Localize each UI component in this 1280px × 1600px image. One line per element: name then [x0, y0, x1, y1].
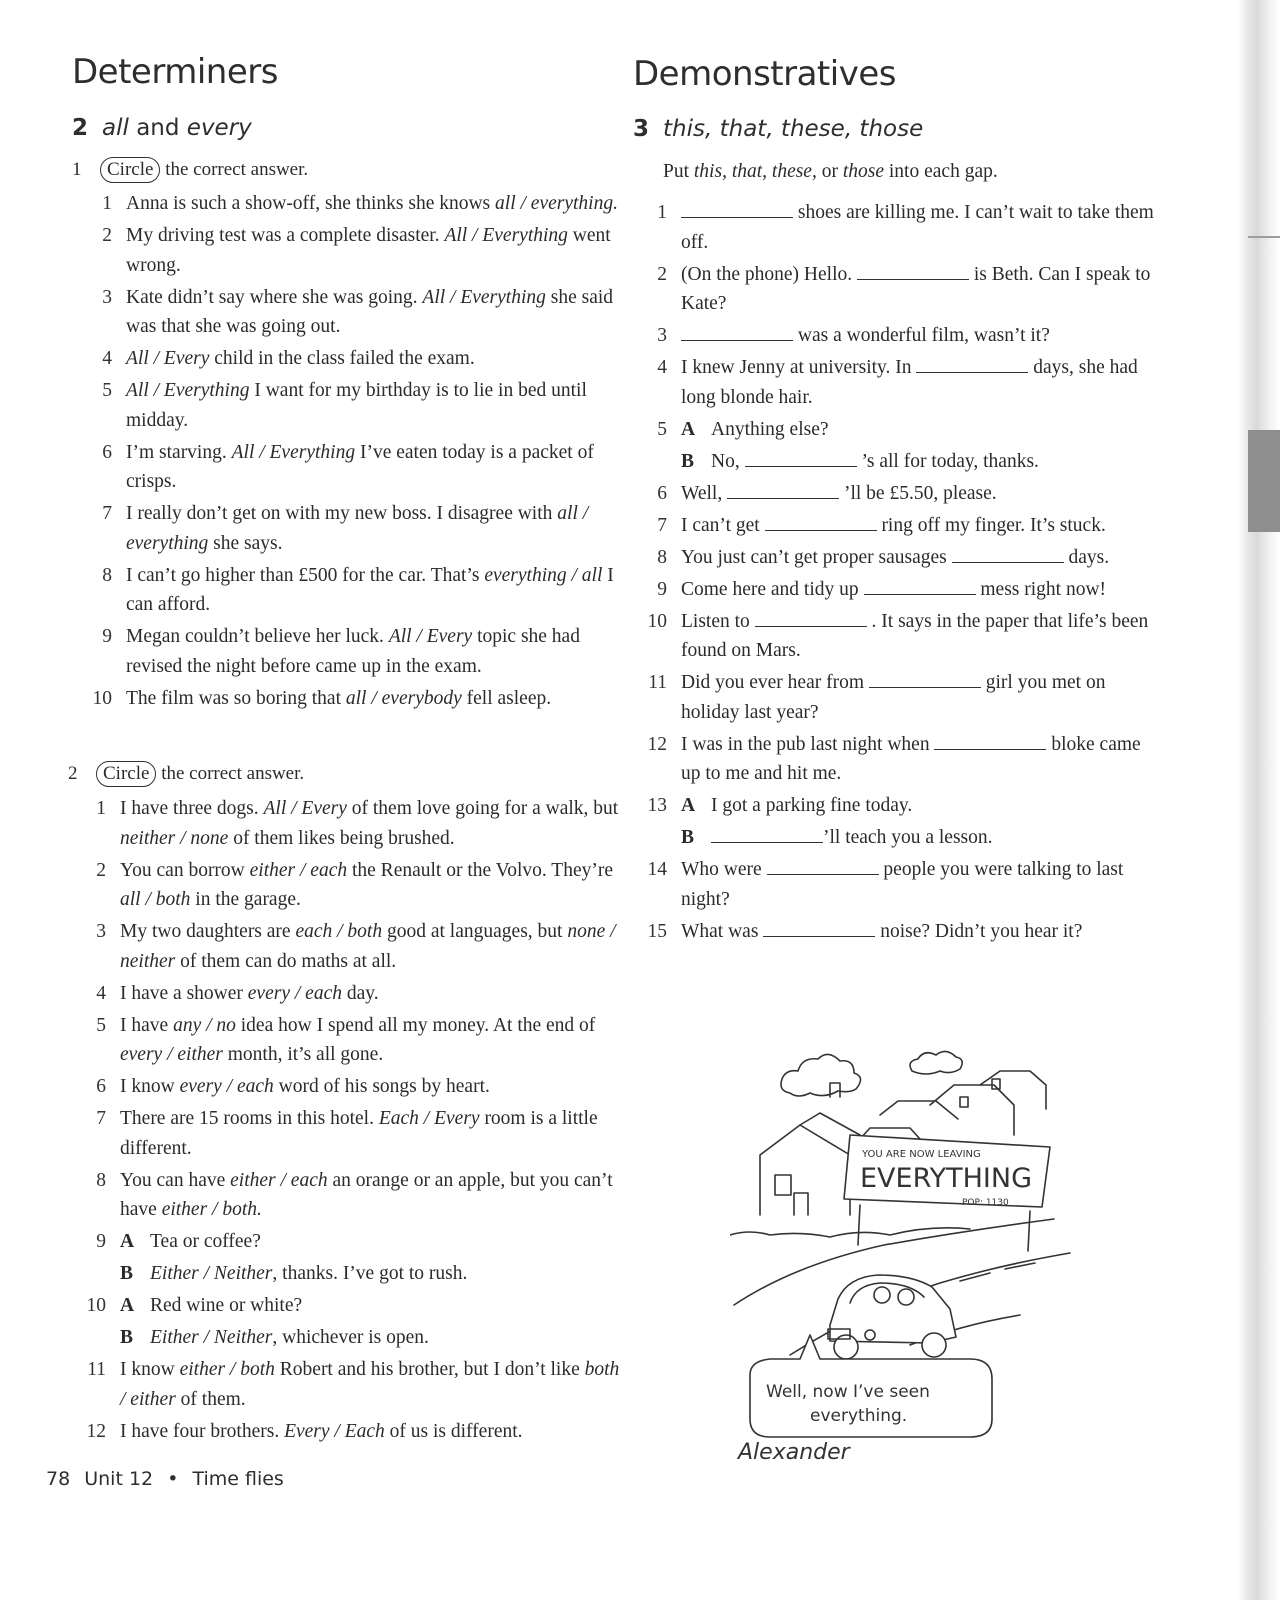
- demonstratives-item: [645, 198, 1165, 257]
- item-text: Megan couldn’t believe her luck. All / Every topic she had revised the night before came up in the exam.: [126, 626, 580, 677]
- page-binding-edge: [1238, 0, 1280, 1600]
- item-number: 12: [86, 1420, 106, 1442]
- sign-main-text: EVERYTHING: [860, 1163, 1032, 1194]
- speaker-label: B: [681, 450, 695, 472]
- item-number: 7: [657, 514, 667, 536]
- item-text: You can borrow either / each the Renault or the Volvo. They’re all / both in the garage.: [120, 859, 614, 910]
- item-text: Anna is such a show-off, she thinks she knows all / everything.: [126, 193, 618, 214]
- item-text: A I got a parking fine today.: [681, 791, 1165, 821]
- cloud-right: [910, 1051, 962, 1074]
- exercise-2-item: [84, 1227, 620, 1257]
- item-number: 15: [647, 920, 667, 942]
- section-and: and: [128, 115, 187, 141]
- speaker-label: A: [120, 1231, 135, 1252]
- item-number: 6: [102, 441, 112, 463]
- item-text: You just can’t get proper sausages days.: [681, 543, 1165, 573]
- edge-tab-marker: [1248, 430, 1280, 532]
- instruction-text: Put this, that, these, or those into each gap.: [663, 161, 998, 182]
- item-number: 2: [96, 859, 106, 881]
- speaker-label: B: [120, 1327, 134, 1348]
- page-number: 78: [46, 1468, 71, 1490]
- section-number: 2: [72, 115, 89, 141]
- item-text: I have a shower every / each day.: [120, 982, 379, 1004]
- demonstratives-item: [645, 479, 1165, 509]
- section-term-a: all: [102, 115, 129, 141]
- car: [828, 1275, 956, 1359]
- item-number: 12: [647, 733, 667, 755]
- item-number: 6: [96, 1076, 106, 1097]
- instruction-text: the correct answer.: [156, 763, 305, 784]
- item-text: My two daughters are each / both good at languages, but none / neither of them can do maths at all.: [120, 921, 616, 972]
- answer-blank[interactable]: [916, 354, 1028, 373]
- item-number: 11: [648, 672, 667, 693]
- answer-blank[interactable]: [745, 448, 857, 467]
- item-text: B No, ’s all for today, thanks.: [681, 447, 1165, 477]
- speaker-label: A: [120, 1295, 135, 1316]
- demonstratives-item: [645, 353, 1165, 412]
- demonstratives-item: [645, 791, 1165, 821]
- exercise-2-item: [84, 1417, 620, 1447]
- speaker-label: A: [681, 418, 696, 440]
- exercise-2-list: [84, 794, 620, 1449]
- demonstratives-item: [645, 543, 1165, 573]
- demonstratives-item: [645, 668, 1165, 727]
- item-text: shoes are killing me. I can’t wait to take them off.: [681, 198, 1165, 257]
- item-number: 9: [657, 578, 667, 600]
- item-text: Did you ever hear from girl you met on holiday last year?: [681, 668, 1165, 727]
- item-number: 1: [657, 202, 667, 223]
- item-number: 10: [86, 1295, 106, 1316]
- answer-blank[interactable]: [864, 576, 976, 595]
- demonstratives-item: [645, 917, 1165, 947]
- exercise-1-item: [90, 376, 620, 435]
- item-number: 4: [102, 348, 112, 369]
- artist-signature: Alexander: [738, 1440, 850, 1465]
- item-text: I have any / no idea how I spend all my money. At the end of every / either month, it’s all gone.: [120, 1014, 596, 1065]
- exercise-2-item: [84, 794, 620, 853]
- sign-population-text: POP: 1130: [962, 1198, 1009, 1208]
- item-text: I’m starving. All / Everything I’ve eaten today is a packet of crisps.: [126, 441, 594, 492]
- item-number: 8: [96, 1169, 106, 1191]
- section-number: 3: [633, 116, 650, 142]
- item-number: 3: [657, 325, 667, 346]
- answer-blank[interactable]: [711, 824, 823, 843]
- answer-blank[interactable]: [763, 918, 875, 937]
- speech-line-2: everything.: [810, 1406, 908, 1426]
- item-text: What was noise? Didn’t you hear it?: [681, 917, 1165, 947]
- demonstratives-item: [645, 415, 1165, 445]
- answer-blank[interactable]: [681, 199, 793, 218]
- item-text: All / Every child in the class failed the exam.: [126, 348, 475, 369]
- exercise-2-item: [84, 1011, 620, 1070]
- exercise-2-item: [84, 1291, 620, 1321]
- exercise-2-item: [84, 1259, 620, 1289]
- cartoon-illustration: [730, 1045, 1090, 1475]
- item-text: There are 15 rooms in this hotel. Each / Every room is a little different.: [120, 1108, 598, 1159]
- item-text: I know either / both Robert and his brother, but I don’t like both / either of them.: [120, 1359, 620, 1410]
- item-text: My driving test was a complete disaster. All / Everything went wrong.: [126, 225, 611, 276]
- demonstratives-item: [645, 321, 1165, 351]
- demonstratives-item: [645, 855, 1165, 914]
- exercise-1-item: [90, 283, 620, 342]
- unit-label: Unit 12: [84, 1468, 154, 1490]
- exercise-2-item: [84, 1166, 620, 1225]
- section-heading: [633, 116, 923, 142]
- item-text: All / Everything I want for my birthday is to lie in bed until midday.: [126, 380, 587, 431]
- demonstratives-list: [645, 198, 1165, 949]
- speech-line-1: Well, now I’ve seen: [766, 1382, 930, 1402]
- item-text: I was in the pub last night when bloke came up to me and hit me.: [681, 730, 1165, 789]
- item-text: B ’ll teach you a lesson.: [681, 823, 1165, 853]
- item-text: (On the phone) Hello. is Beth. Can I speak to Kate?: [681, 260, 1165, 319]
- item-number: 5: [96, 1014, 106, 1036]
- item-number: 2: [657, 263, 667, 285]
- exercise-1-item: [90, 499, 620, 558]
- exercise-number: 1: [72, 159, 82, 180]
- circle-instruction: Circle: [100, 157, 160, 183]
- answer-blank[interactable]: [869, 669, 981, 688]
- exercise-2-item: [84, 1104, 620, 1163]
- item-number: 4: [657, 357, 667, 378]
- item-number: 5: [102, 380, 112, 401]
- item-text: I knew Jenny at university. In days, she had long blonde hair.: [681, 353, 1165, 412]
- page-title: Determiners: [72, 52, 278, 92]
- item-text: I can’t go higher than £500 for the car. That’s everything / all I can afford.: [126, 564, 614, 615]
- item-text: You can have either / each an orange or an apple, but you can’t have either / both.: [120, 1169, 613, 1220]
- exercise-1-item: [90, 438, 620, 497]
- item-text: Well, ’ll be £5.50, please.: [681, 479, 1165, 509]
- demonstratives-item: [645, 260, 1165, 319]
- item-text: B Either / Neither, whichever is open.: [120, 1323, 620, 1353]
- page-footer: [46, 1468, 284, 1490]
- demonstratives-item: [645, 823, 1165, 853]
- exercise-1-heading: [72, 156, 612, 184]
- speaker-label: B: [681, 827, 695, 848]
- item-text: I have four brothers. Every / Each of us is different.: [120, 1420, 523, 1442]
- item-number: 5: [657, 418, 667, 440]
- item-number: 7: [102, 503, 112, 524]
- item-number: 8: [102, 564, 112, 586]
- item-text: Kate didn’t say where she was going. All / Everything she said was that she was going out.: [126, 286, 614, 337]
- item-text: I can’t get ring off my finger. It’s stuck.: [681, 511, 1165, 541]
- item-number: 9: [102, 626, 112, 647]
- item-text: I have three dogs. All / Every of them love going for a walk, but neither / none of them likes being brushed.: [120, 798, 619, 849]
- item-text: A Anything else?: [681, 415, 1165, 445]
- exercise-number: 2: [68, 763, 78, 784]
- page-title-right: Demonstratives: [633, 54, 896, 94]
- exercise-2-item: [84, 1355, 620, 1414]
- exercise-1-item: [90, 622, 620, 681]
- unit-topic: Time flies: [192, 1468, 284, 1490]
- answer-blank[interactable]: [765, 512, 877, 531]
- item-number: 9: [96, 1231, 106, 1252]
- answer-blank[interactable]: [857, 261, 969, 280]
- answer-blank[interactable]: [727, 480, 839, 499]
- answer-blank[interactable]: [755, 608, 867, 627]
- item-number: 14: [647, 859, 667, 880]
- item-text: I know every / each word of his songs by heart.: [120, 1076, 490, 1097]
- item-text: was a wonderful film, wasn’t it?: [681, 321, 1165, 351]
- item-number: 8: [657, 546, 667, 568]
- item-number: 6: [657, 482, 667, 504]
- exercise-2-item: [84, 1072, 620, 1102]
- section-text: this, that, these, those: [663, 116, 924, 142]
- demonstratives-item: [645, 730, 1165, 789]
- exercise-2-item: [84, 917, 620, 976]
- item-text: Who were people you were talking to last night?: [681, 855, 1165, 914]
- edge-line: [1248, 236, 1280, 238]
- exercise-2-item: [84, 1323, 620, 1353]
- exercise-1-item: [90, 561, 620, 620]
- exercise-1-item: [90, 221, 620, 280]
- exercise-1-item: [90, 684, 620, 714]
- item-number: 13: [647, 795, 667, 816]
- item-number: 10: [92, 687, 112, 709]
- answer-blank[interactable]: [681, 322, 793, 341]
- section-term-b: every: [186, 115, 252, 141]
- item-number: 11: [87, 1359, 106, 1380]
- answer-blank[interactable]: [767, 856, 879, 875]
- item-text: Listen to . It says in the paper that life’s been found on Mars.: [681, 607, 1165, 666]
- item-text: The film was so boring that all / everybody fell asleep.: [126, 687, 552, 709]
- sign-top-text: YOU ARE NOW LEAVING: [862, 1149, 981, 1160]
- item-number: 1: [96, 798, 106, 819]
- item-number: 2: [102, 225, 112, 246]
- item-text: I really don’t get on with my new boss. I disagree with all / everything she says.: [126, 503, 589, 554]
- demonstratives-item: [645, 575, 1165, 605]
- item-text: B Either / Neither, thanks. I’ve got to rush.: [120, 1259, 620, 1289]
- item-number: 1: [102, 193, 112, 214]
- item-number: 4: [96, 982, 106, 1004]
- cloud-left: [781, 1054, 861, 1096]
- answer-blank[interactable]: [952, 544, 1064, 563]
- item-number: 3: [102, 286, 112, 308]
- footer-bullet: •: [167, 1468, 179, 1490]
- exercise-2-heading: [68, 760, 608, 788]
- demonstratives-item: [645, 511, 1165, 541]
- exercise-2-item: [84, 979, 620, 1009]
- demonstratives-item: [645, 607, 1165, 666]
- item-text: A Red wine or white?: [120, 1291, 620, 1321]
- item-number: 10: [647, 610, 667, 632]
- exercise-1-item: [90, 189, 620, 219]
- section-heading: [72, 115, 252, 141]
- speaker-label: B: [120, 1263, 134, 1284]
- instruction-text: the correct answer.: [160, 159, 309, 180]
- item-text: A Tea or coffee?: [120, 1227, 620, 1257]
- demonstratives-item: [645, 447, 1165, 477]
- circle-instruction: Circle: [96, 761, 156, 787]
- answer-blank[interactable]: [934, 731, 1046, 750]
- exercise-1-list: [90, 189, 620, 716]
- speaker-label: A: [681, 795, 696, 816]
- item-number: 7: [96, 1108, 106, 1129]
- exercise-1-item: [90, 344, 620, 374]
- exercise-2-item: [84, 856, 620, 915]
- item-number: 3: [96, 921, 106, 942]
- item-text: Come here and tidy up mess right now!: [681, 575, 1165, 605]
